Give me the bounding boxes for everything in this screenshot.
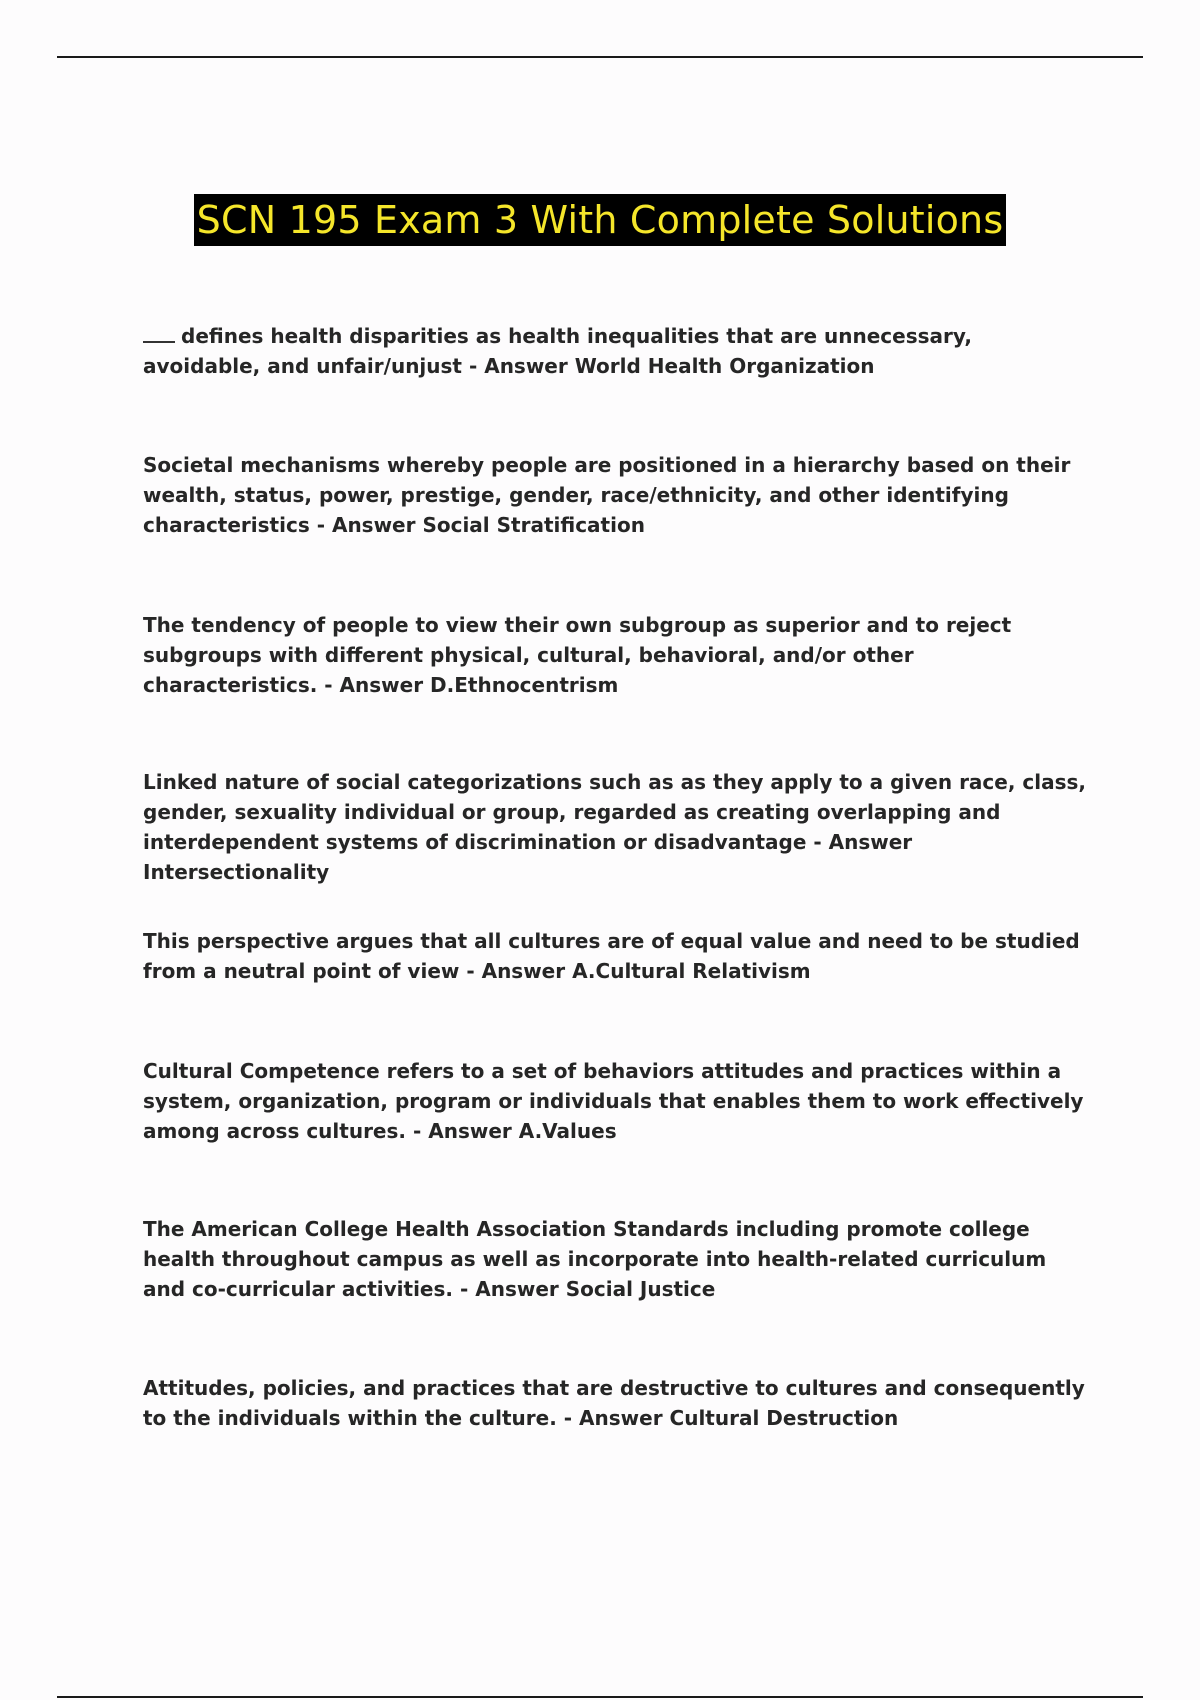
bottom-divider (57, 1696, 1143, 1698)
question-text: defines health disparities as health inequalities that are unnecessary, avoidable, and unfair/unjust (143, 324, 972, 378)
answer-text: Social Stratification (422, 513, 645, 537)
answer-separator: - Answer (459, 959, 573, 983)
question-text: Cultural Competence refers to a set of behaviors attitudes and practices within a system, organization, program or individuals that enables them to work effectively among across cultures. (143, 1059, 1084, 1143)
qa-item-8 (143, 1373, 1093, 1433)
question-text: Linked nature of social categorizations such as as they apply to a given race, class, gender, sexuality individual or group, regarded as creating overlapping and interdependent systems of discrimination or disadvantage (143, 770, 1087, 854)
question-text: This perspective argues that all cultures are of equal value and need to be studied from a neutral point of view (143, 929, 1080, 983)
answer-text: A.Cultural Relativism (572, 959, 811, 983)
fill-in-blank (143, 327, 175, 343)
answer-text: World Health Organization (574, 354, 875, 378)
qa-item-5 (143, 926, 1093, 986)
document-title: SCN 195 Exam 3 With Complete Solutions (194, 194, 1007, 246)
answer-text: D.Ethnocentrism (430, 673, 619, 697)
question-text: The tendency of people to view their own subgroup as superior and to reject subgroups with different physical, cultural, behavioral, and/or other characteristics. (143, 613, 1012, 697)
answer-separator: - Answer (453, 1277, 566, 1301)
question-text: The American College Health Association Standards including promote college health throughout campus as well as incorporate into health-related curriculum and co-curricular activities. (143, 1217, 1047, 1301)
qa-item-6 (143, 1056, 1093, 1146)
answer-separator: - Answer (806, 830, 913, 854)
top-divider (57, 56, 1143, 58)
question-text: Attitudes, policies, and practices that are destructive to cultures and consequently to the individuals within the culture. (143, 1376, 1085, 1430)
answer-separator: - Answer (309, 513, 423, 537)
answer-separator: - Answer (461, 354, 575, 378)
answer-separator: - Answer (406, 1119, 519, 1143)
qa-item-7 (143, 1214, 1093, 1304)
answer-text: Intersectionality (143, 860, 330, 884)
answer-separator: - Answer (556, 1406, 670, 1430)
qa-item-3 (143, 610, 1093, 700)
title-container (0, 194, 1200, 246)
qa-item-1 (143, 321, 1093, 381)
answer-text: Social Justice (565, 1277, 716, 1301)
qa-item-2 (143, 450, 1093, 540)
qa-item-4 (143, 767, 1093, 887)
question-text: Societal mechanisms whereby people are positioned in a hierarchy based on their wealth, status, power, prestige, gender, race/ethnicity, and other identifying characteristics (143, 453, 1071, 537)
answer-text: Cultural Destruction (669, 1406, 899, 1430)
answer-separator: - Answer (317, 673, 431, 697)
answer-text: A.Values (518, 1119, 617, 1143)
